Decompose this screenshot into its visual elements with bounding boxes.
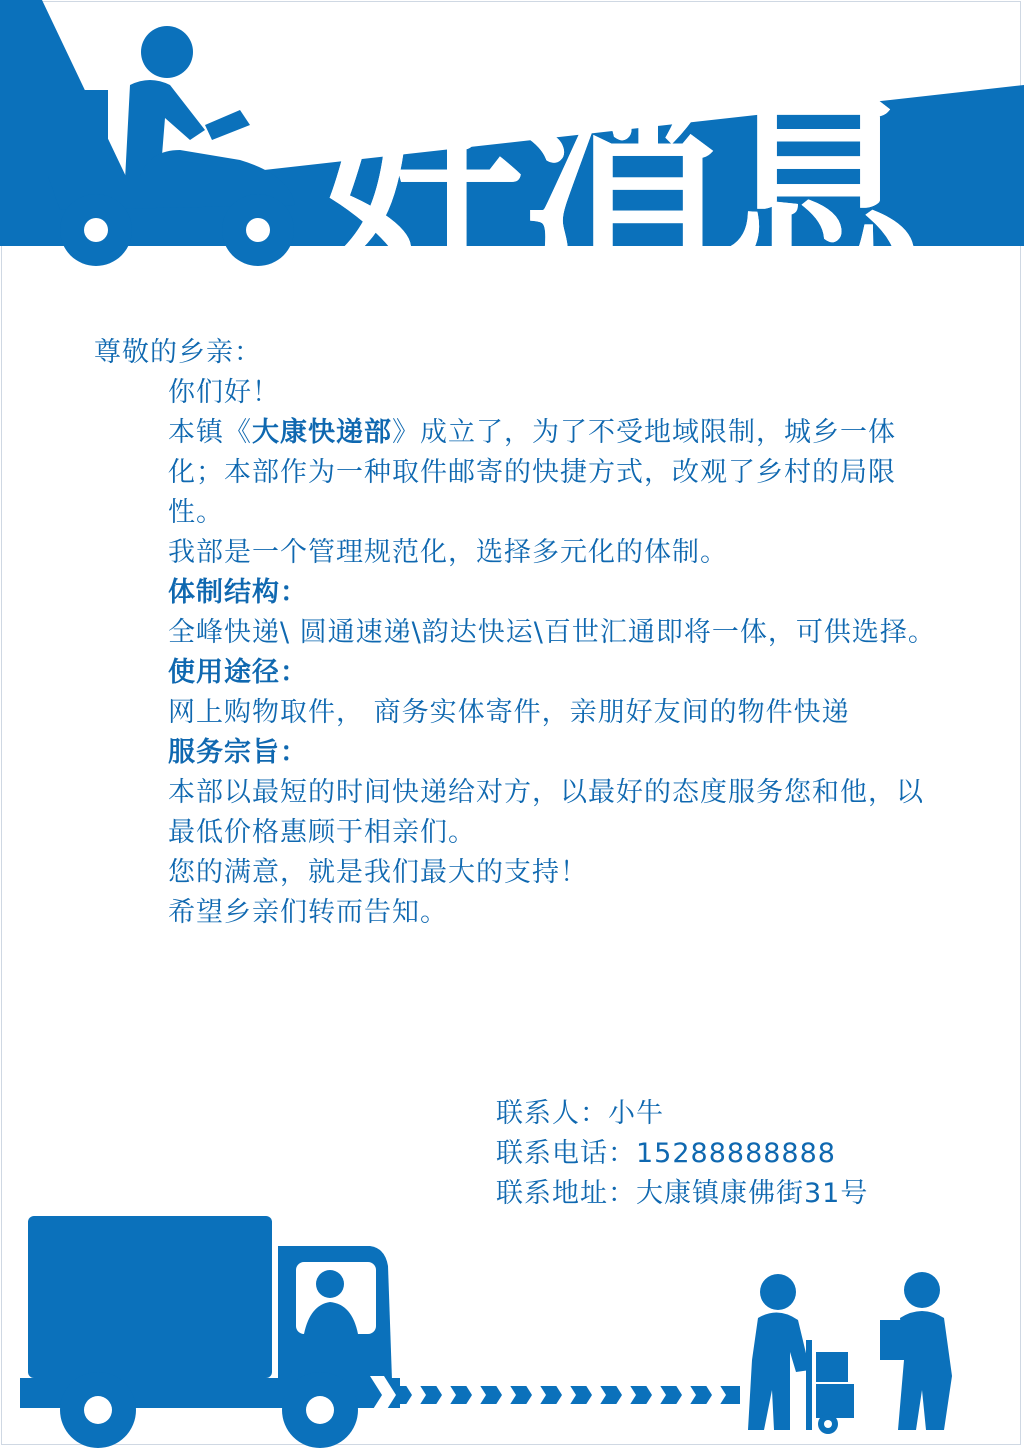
intro-paragraph [94,413,940,533]
usage-title [94,653,940,693]
usage-title-text: 使用途径： [168,657,308,688]
delivery-truck-icon [20,1216,400,1448]
satisfaction-line: 您的满意，就是我们最大的支持！ [168,857,588,888]
structure-text: 全峰快递\ 圆通速递\韵达快运\百世汇通即将一体，可供选择。 [168,617,936,648]
contact-address: 联系地址：大康镇康佛街31号 [496,1178,869,1209]
system-line: 我部是一个管理规范化，选择多元化的体制。 [168,537,728,568]
page-title: 好消息 [318,66,915,304]
company-name: 大康快递部 [252,417,392,448]
usage-text: 网上购物取件， 商务实体寄件，亲朋好友间的物件快递 [168,697,850,728]
intro-suffix: 》成立了，为了不受地域限制，城乡一体化；本部作为一种取件邮寄的快捷方式，改观了乡村的局限性。 [168,417,896,528]
contact-block [496,1094,966,1214]
service-text: 本部以最短的时间快递给对方，以最好的态度服务您和他，以最低价格惠顾于相亲们。 [168,777,924,848]
hand-truck-worker-icon [748,1274,854,1434]
contact-person: 联系人：小牛 [496,1098,664,1129]
structure-title-text: 体制结构： [168,577,308,608]
greeting: 尊敬的乡亲： [94,337,262,368]
service-title-text: 服务宗旨： [168,737,308,768]
contact-phone: 联系电话：15288888888 [496,1138,836,1169]
intro-prefix: 本镇《 [168,417,252,448]
package-handover-icon [880,1272,952,1430]
structure-title [94,573,940,613]
chevron-road [360,1376,740,1414]
service-title [94,733,940,773]
letter-body [94,333,940,933]
closing-line: 希望乡亲们转而告知。 [168,897,448,928]
hello-line: 你们好！ [168,377,280,408]
